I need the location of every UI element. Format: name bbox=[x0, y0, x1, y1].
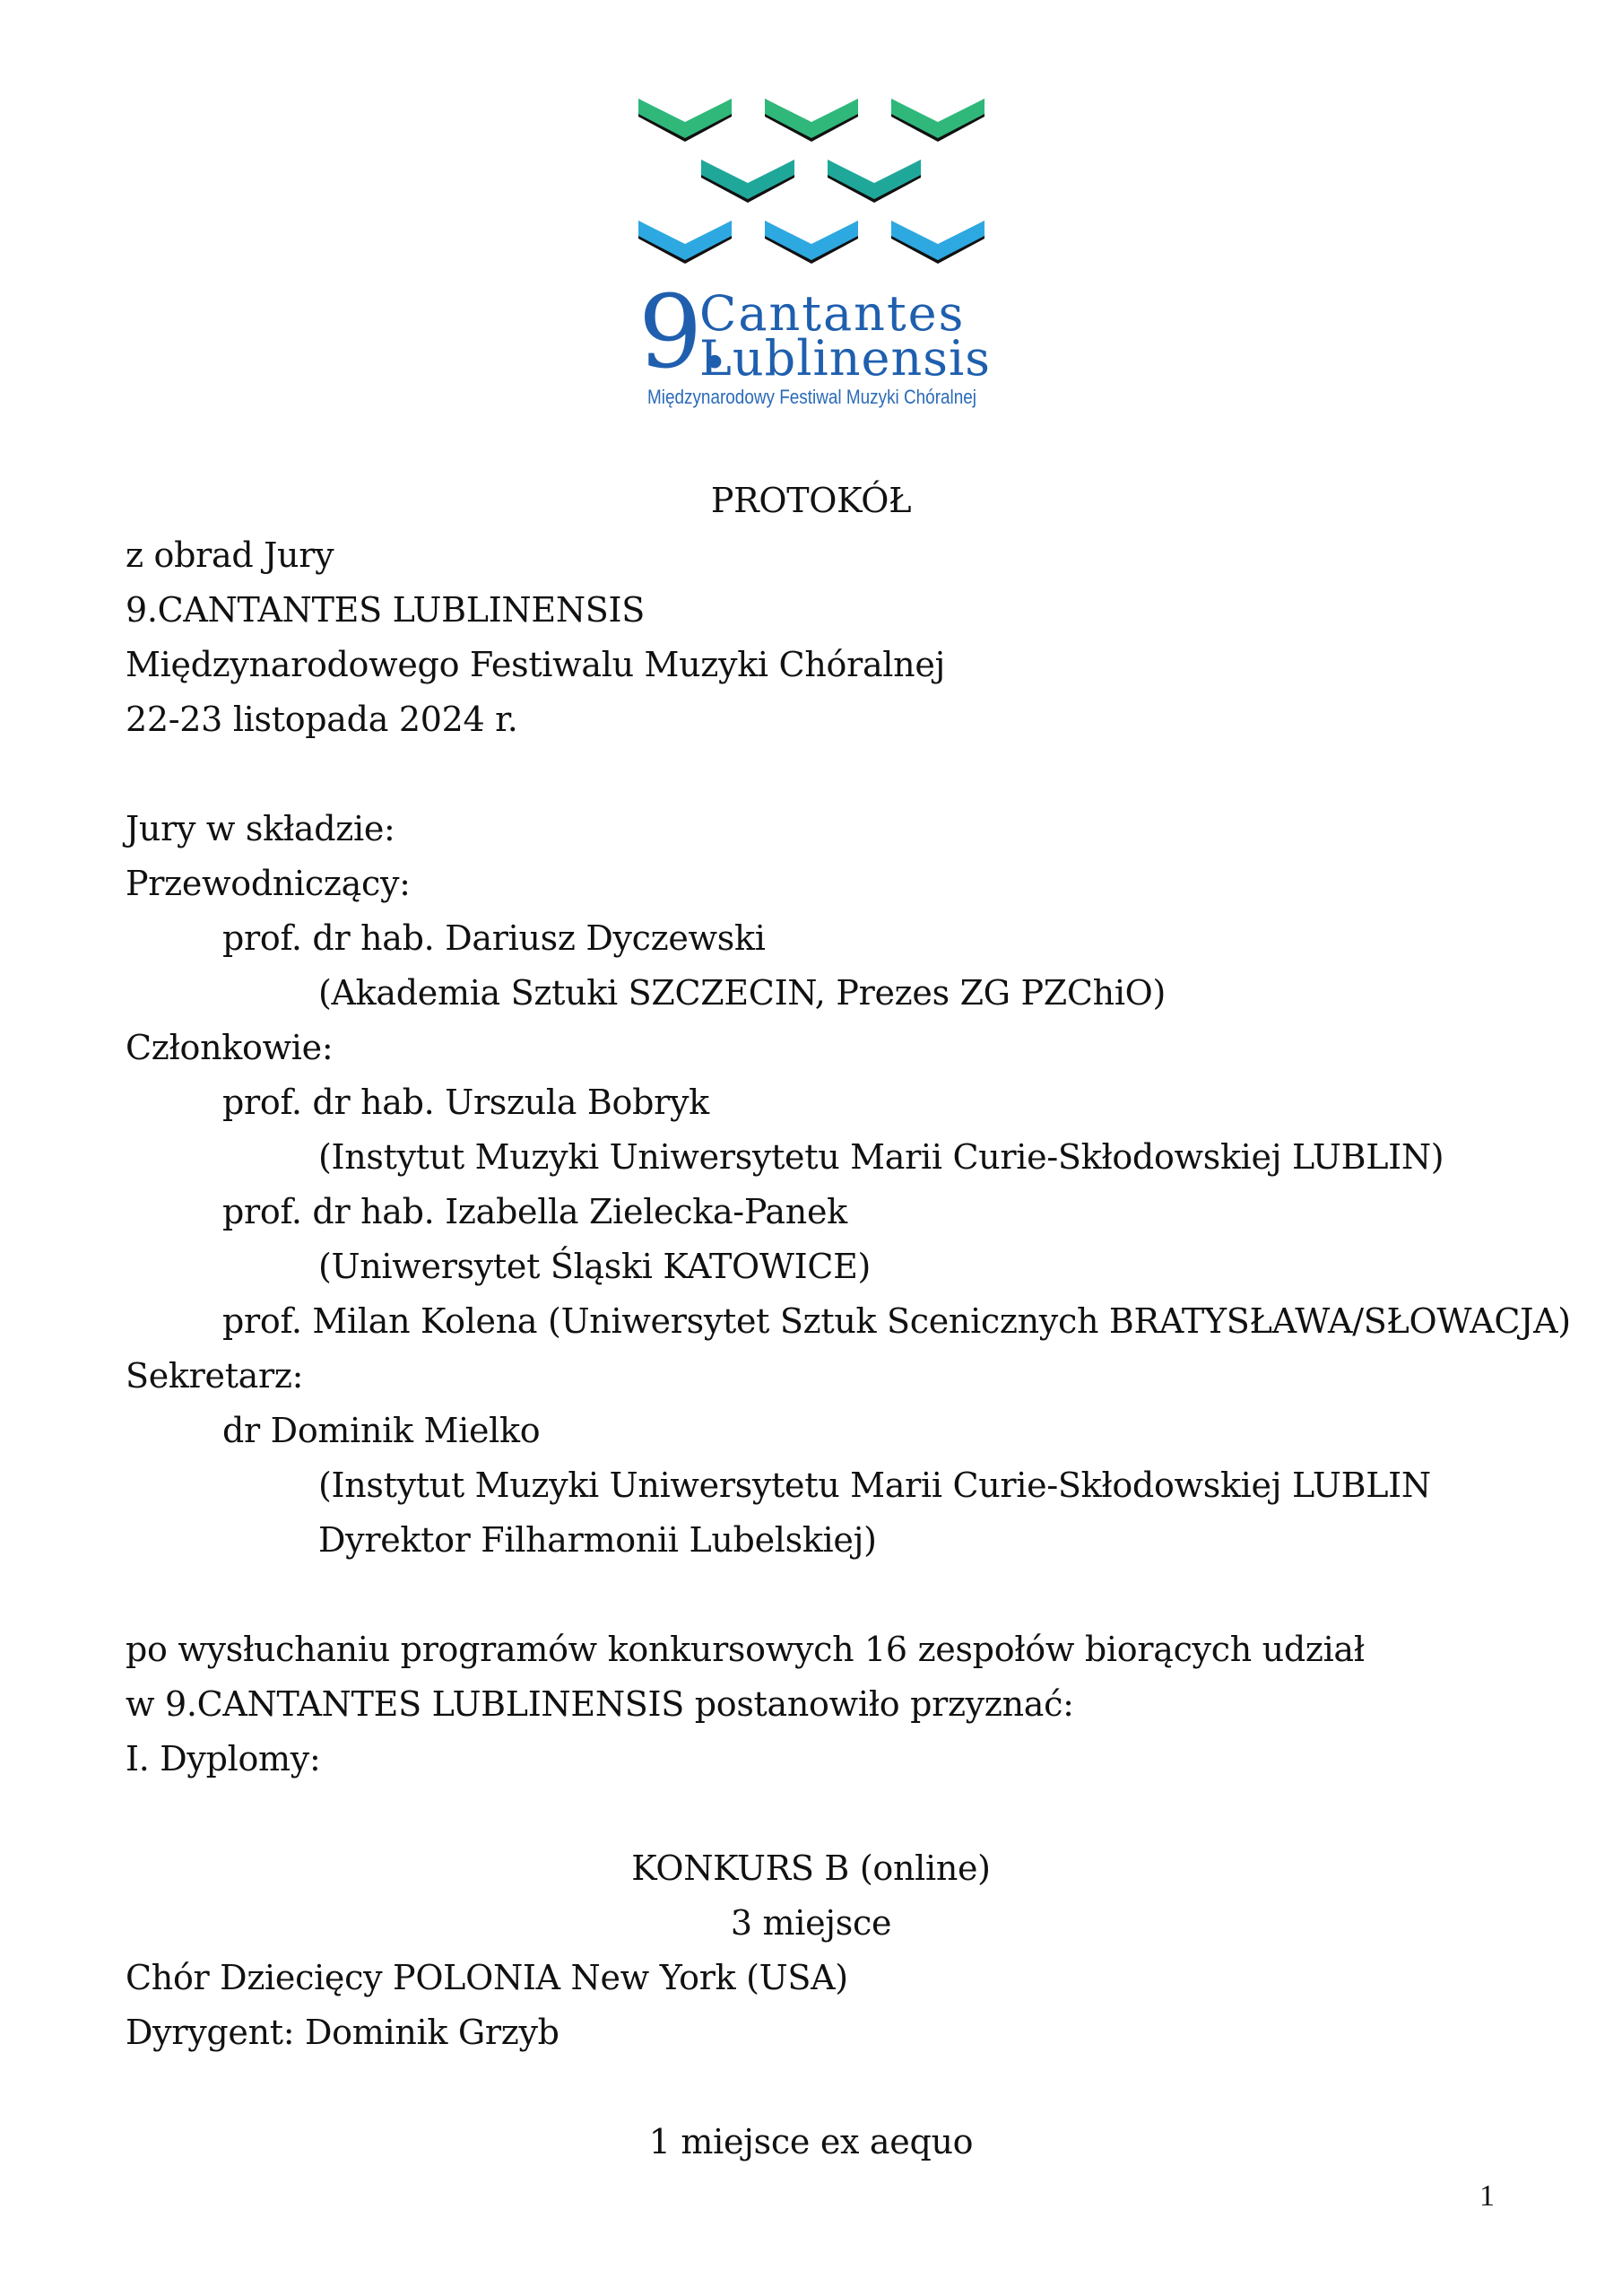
page-number: 1 bbox=[1479, 2179, 1495, 2213]
place-label: 3 miejsce bbox=[730, 1903, 892, 1943]
members-label: Członkowie: bbox=[126, 1028, 334, 1067]
chair-name: prof. dr hab. Dariusz Dyczewski bbox=[222, 918, 766, 958]
header-line: 9.CANTANTES LUBLINENSIS bbox=[126, 590, 645, 630]
chevron-icon bbox=[638, 99, 732, 142]
member-name: prof. dr hab. Urszula Bobryk bbox=[222, 1083, 709, 1122]
jury-heading: Jury w składzie: bbox=[126, 809, 395, 848]
member-name: prof. dr hab. Izabella Zielecka-Panek bbox=[222, 1192, 847, 1231]
decision-line: I. Dyplomy: bbox=[126, 1739, 321, 1779]
logo-subtitle: Międzynarodowy Festiwal Muzyki Chóralnej bbox=[647, 386, 976, 408]
conductor-name: Dyrygent: Dominik Grzyb bbox=[126, 2013, 559, 2052]
document-title: PROTOKÓŁ bbox=[710, 481, 912, 520]
logo-number: 9. bbox=[638, 274, 727, 391]
member-name: prof. Milan Kolena (Uniwersytet Sztuk Scenicznych BRATYSŁAWA/SŁOWACJA) bbox=[222, 1301, 1571, 1341]
header-line: Międzynarodowego Festiwalu Muzyki Chóralnej bbox=[126, 645, 945, 684]
chevrons-graphic bbox=[628, 90, 1004, 269]
secretary-name: dr Dominik Mielko bbox=[222, 1411, 541, 1450]
chevron-icon bbox=[765, 99, 858, 142]
chevron-icon bbox=[891, 221, 984, 264]
chevron-icon bbox=[765, 221, 858, 264]
member-affiliation: (Uniwersytet Śląski KATOWICE) bbox=[318, 1247, 872, 1286]
chevron-row-middle bbox=[701, 160, 921, 203]
header-line: z obrad Jury bbox=[126, 535, 334, 575]
chevron-row-bottom bbox=[638, 221, 984, 264]
secretary-affiliation: Dyrektor Filharmonii Lubelskiej) bbox=[318, 1520, 877, 1560]
chair-affiliation: (Akademia Sztuki SZCZECIN, Prezes ZG PZChiO) bbox=[318, 973, 1167, 1013]
chevron-row-top bbox=[638, 99, 984, 142]
member-affiliation: (Instytut Muzyki Uniwersytetu Marii Curie-Skłodowskiej LUBLIN) bbox=[318, 1137, 1444, 1177]
logo-line-1: Cantantes bbox=[699, 285, 966, 342]
secretary-affiliation: (Instytut Muzyki Uniwersytetu Marii Curie-Skłodowskiej LUBLIN bbox=[318, 1465, 1431, 1505]
decision-line: w 9.CANTANTES LUBLINENSIS postanowiło przyznać: bbox=[126, 1684, 1074, 1724]
secretary-label: Sekretarz: bbox=[126, 1356, 304, 1396]
header-line: 22-23 listopada 2024 r. bbox=[126, 700, 518, 739]
chevron-icon bbox=[638, 221, 732, 264]
contest-heading: KONKURS B (online) bbox=[631, 1848, 991, 1888]
chevron-icon bbox=[891, 99, 984, 142]
festival-logo bbox=[628, 90, 1004, 430]
chevron-icon bbox=[701, 160, 794, 203]
choir-name: Chór Dziecięcy POLONIA New York (USA) bbox=[126, 1958, 848, 1997]
chair-label: Przewodniczący: bbox=[126, 864, 411, 903]
decision-line: po wysłuchaniu programów konkursowych 16 zespołów biorących udział bbox=[126, 1630, 1365, 1669]
chevron-icon bbox=[828, 160, 921, 203]
place-label: 1 miejsce ex aequo bbox=[648, 2122, 974, 2161]
logo-line-2: Lublinensis bbox=[699, 330, 991, 387]
